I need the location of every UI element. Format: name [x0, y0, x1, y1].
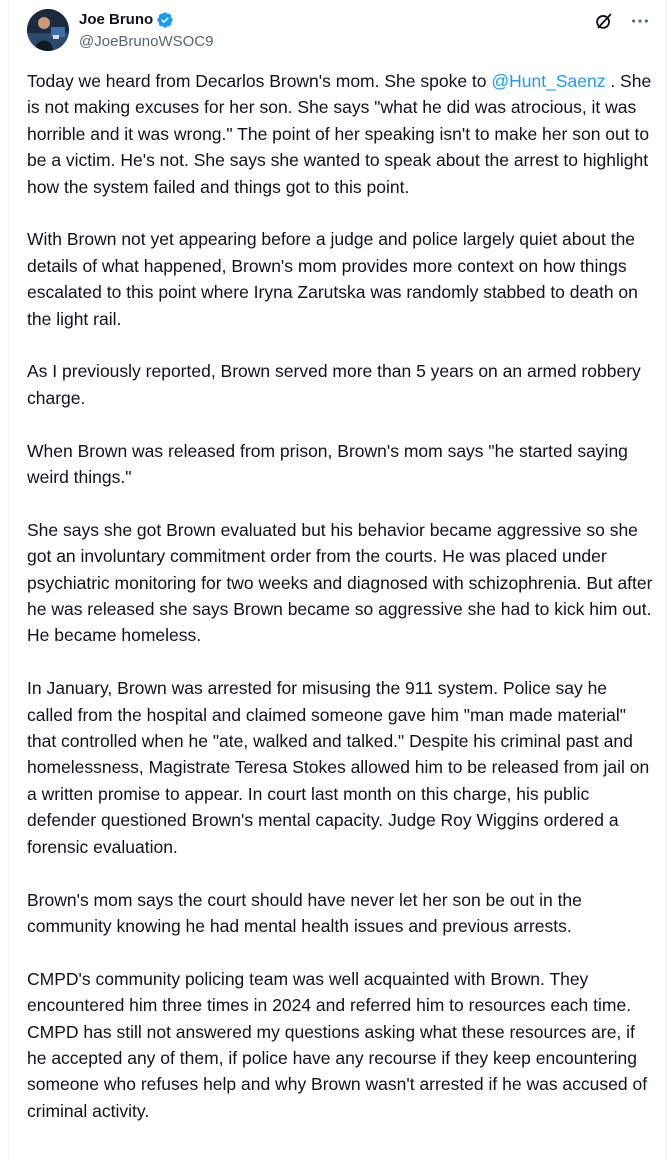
- post-paragraph: CMPD's community policing team was well acquainted with Brown. They encountered him three times in 2024 and referred him to resources each time. CMPD has still not answered my questions asking what these resources are, if he accepted any of them, if police have any recourse if they keep encountering someone who refuses help and why Brown wasn't arrested if he was accused of criminal activity.: [27, 968, 648, 1121]
- paragraph-text: . She is not making excuses for her son. She says "what he did was atrocious, it was horrible and it was wrong." The point of her speaking isn't to make her son out to be a victim. He's not. She says she wanted to speak about the arrest to highlight how the system failed and things got to this point.: [27, 71, 652, 197]
- author-info: [79, 9, 213, 52]
- post-text: [27, 68, 657, 1151]
- grok-icon[interactable]: [593, 10, 615, 32]
- post-card: [8, 0, 666, 1160]
- header-actions: [593, 10, 651, 32]
- post-paragraph: Brown's mom says the court should have never let her son be out in the community knowing he had mental health issues and previous arrests.: [27, 889, 582, 936]
- post-paragraph: With Brown not yet appearing before a judge and police largely quiet about the details of what happened, Brown's mom provides more context on how things escalated to this point where Iryna Zarutska was randomly stabbed to death on the light rail.: [27, 229, 638, 329]
- verified-badge-icon: [156, 11, 174, 29]
- avatar-image: [27, 9, 69, 51]
- author-display-name[interactable]: Joe Bruno: [79, 10, 154, 28]
- post-paragraph: When Brown was released from prison, Brown's mom says "he started saying weird things.": [27, 440, 628, 488]
- paragraph-text: Today we heard from Decarlos Brown's mom. She spoke to: [27, 71, 492, 91]
- post-paragraph: [27, 68, 657, 200]
- post-paragraph: As I previously reported, Brown served more than 5 years on an armed robbery charge.: [27, 361, 641, 408]
- post-paragraph: She says she got Brown evaluated but his behavior became aggressive so she got an involuntary commitment order from the courts. He was placed under psychiatric monitoring for two weeks and diagnosed with schizophrenia. But after he was released she says Brown became so aggressive she had to kick him out. He became homeless.: [27, 519, 653, 646]
- more-options-icon[interactable]: [629, 10, 651, 32]
- name-row: [79, 9, 213, 30]
- author-handle[interactable]: @JoeBrunoWSOC9: [79, 33, 214, 50]
- mention-link[interactable]: @Hunt_Saenz: [491, 71, 606, 91]
- post-paragraph: In January, Brown was arrested for misusing the 911 system. Police say he called from the hospital and claimed someone gave him "man made material" that controlled when he "ate, walked and talked." Despite his criminal past and homelessness, Magistrate Teresa Stokes allowed him to be released from jail on a written promise to appear. In court last month on this charge, his public defender questioned Brown's mental capacity. Judge Roy Wiggins ordered a forensic evaluation.: [27, 678, 650, 857]
- avatar[interactable]: [27, 9, 69, 51]
